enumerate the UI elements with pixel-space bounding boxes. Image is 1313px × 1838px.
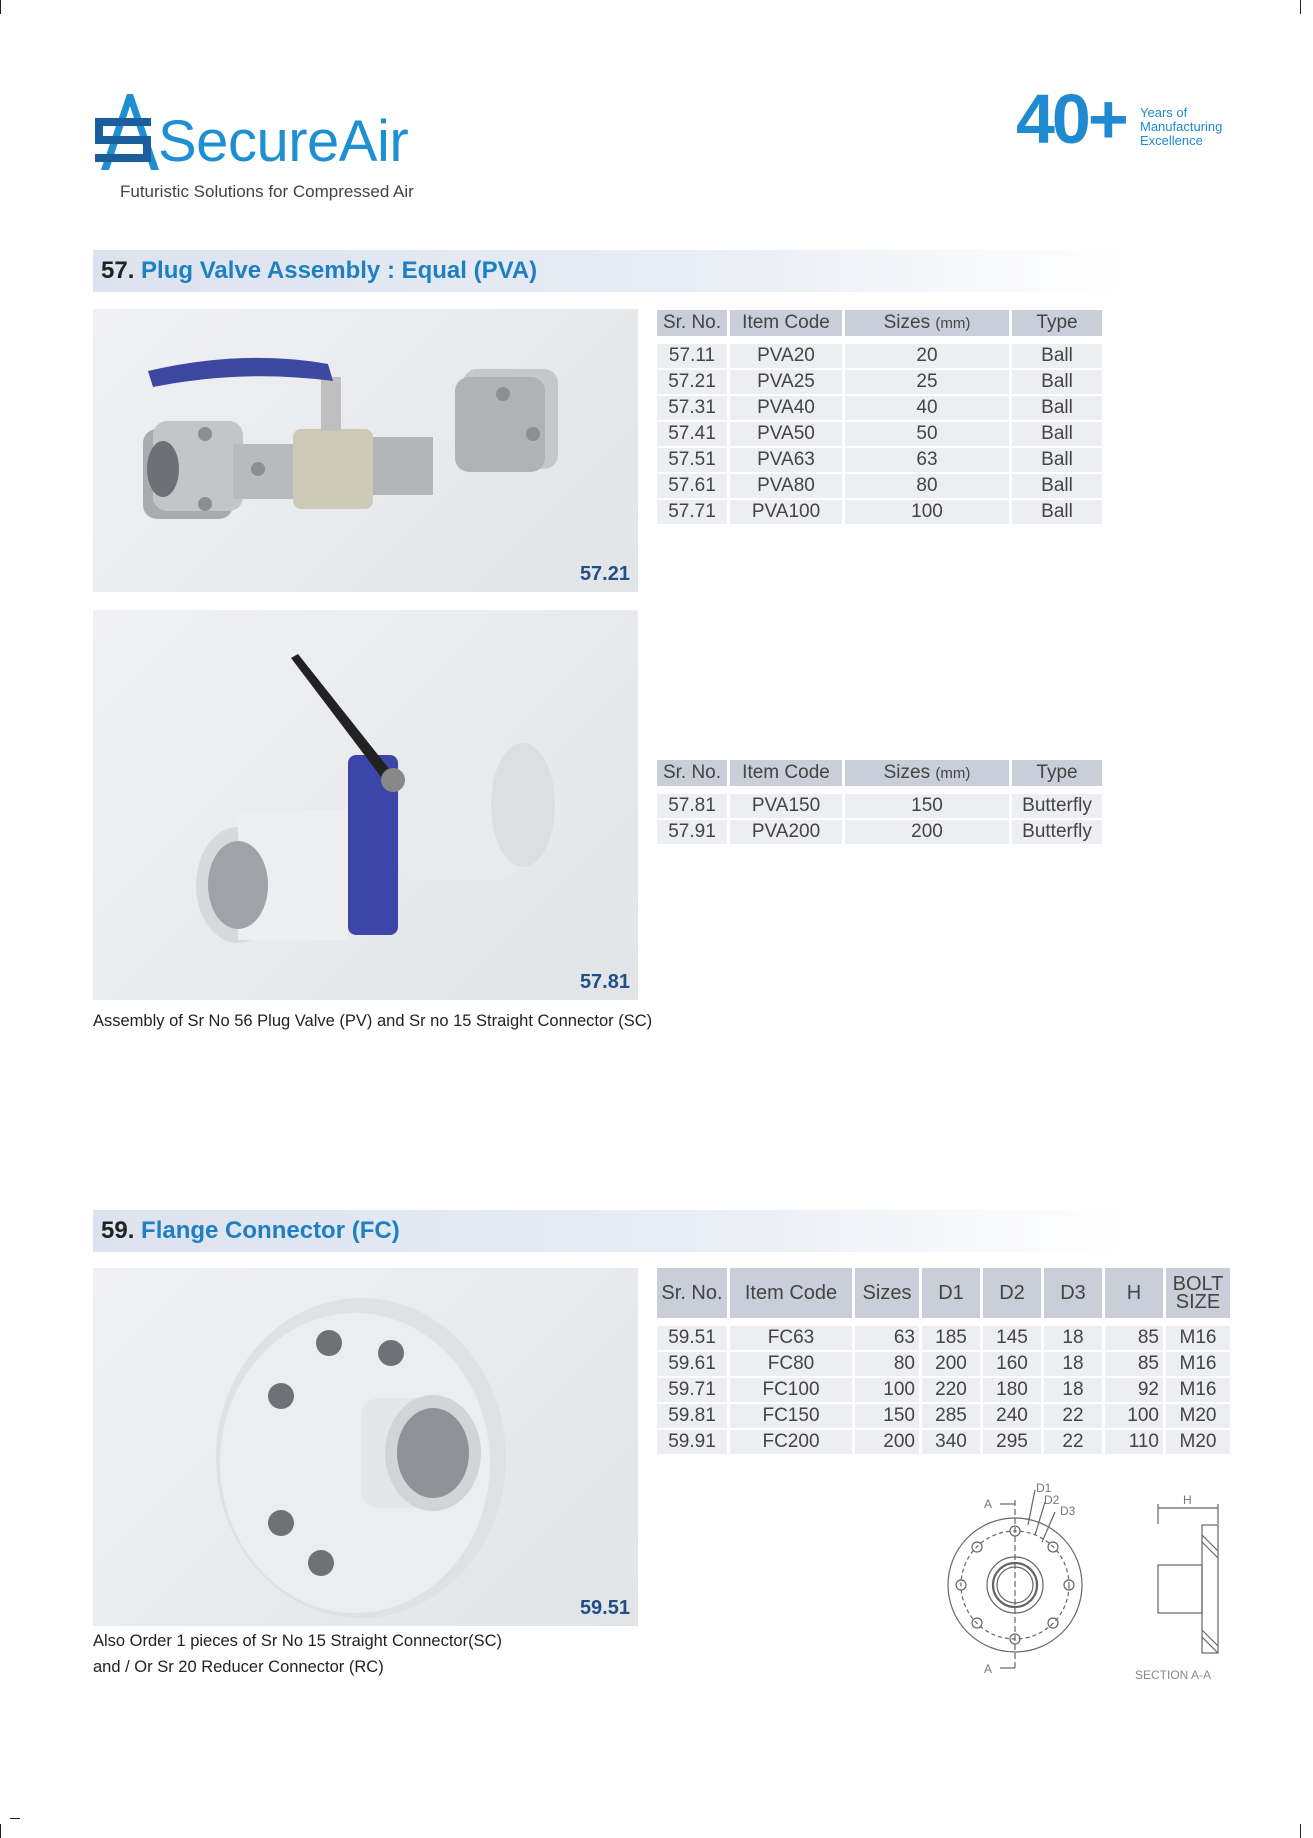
- badge-number: 40+: [1016, 80, 1126, 158]
- table-row: 59.81 FC150 150 285 240 22 100 M20: [657, 1404, 1230, 1428]
- table-row: 57.71 PVA100 100 Ball: [657, 500, 1102, 524]
- table-row: 57.41 PVA50 50 Ball: [657, 422, 1102, 446]
- table-row: 57.81 PVA150 150 Butterfly: [657, 794, 1102, 818]
- product-photo-ball-valve: [93, 309, 638, 592]
- col-sr-no: Sr. No.: [657, 310, 727, 336]
- flange-icon: [93, 1268, 638, 1626]
- pva-butterfly-table: Sr. No. Item Code Sizes (mm) Type 57.81 PVA150 150 Butterfly 57.91 PVA200 200 Butterfly: [654, 758, 1105, 846]
- label-h: H: [1183, 1493, 1192, 1507]
- flange-technical-drawing: [940, 1480, 1230, 1685]
- table-row: 59.61 FC80 80 200 160 18 85 M16: [657, 1352, 1230, 1376]
- butterfly-valve-icon: [93, 610, 638, 1000]
- section-title: Plug Valve Assembly : Equal (PVA): [141, 257, 538, 284]
- brand-name: SecureAir: [158, 109, 409, 174]
- photo-ref-59-51: 59.51: [579, 1597, 630, 1619]
- col-type: Type: [1012, 310, 1102, 336]
- secureair-logo-icon: [93, 92, 163, 172]
- crop-mark: [1300, 0, 1301, 14]
- label-d1: D1: [1036, 1481, 1052, 1495]
- section-number: 57.: [101, 257, 135, 284]
- label-section-a-a: SECTION A-A: [1135, 1668, 1212, 1682]
- section-arrow-a-bottom: A: [984, 1662, 993, 1676]
- order-note: Also Order 1 pieces of Sr No 15 Straight Connector(SC) and / Or Sr 20 Reducer Connector (RC): [93, 1632, 503, 1676]
- pva-ball-table: [654, 308, 1105, 526]
- label-d2: D2: [1044, 1493, 1060, 1507]
- table-row: 57.11 PVA20 20 Ball: [657, 344, 1102, 368]
- crop-mark: [0, 0, 1, 14]
- product-photo-flange: [93, 1268, 638, 1626]
- product-photo-butterfly-valve: [93, 610, 638, 1000]
- col-sizes: Sizes (mm): [845, 310, 1009, 336]
- table-row: 57.91 PVA200 200 Butterfly: [657, 820, 1102, 844]
- photo-ref-57-81: 57.81: [579, 971, 630, 993]
- section-header-57: [93, 250, 1123, 292]
- label-d3: D3: [1060, 1504, 1076, 1518]
- brand-tagline: Futuristic Solutions for Compressed Air: [120, 182, 414, 201]
- crop-mark: [10, 1818, 20, 1819]
- flange-connector-table: Sr. No. Item Code Sizes D1 D2 D3 H BOLT SIZE 59.51 FC63 63 185 145 18 85 M16 59.61 FC80 80 200 160 18 85 M16 59.71 FC100 100 220 180 18 92 M16 59.81 FC150 150 285 240 22 100 M20 59.91 FC200 200 340 295 22 110 M20: [654, 1266, 1233, 1456]
- table-row: 57.51 PVA63 63 Ball: [657, 448, 1102, 472]
- col-item-code: Item Code: [730, 310, 842, 336]
- ball-valve-icon: [93, 309, 638, 592]
- photo-ref-57-21: 57.21: [579, 563, 630, 585]
- section-arrow-a-top: A: [984, 1497, 993, 1511]
- section-header-59: 59. Flange Connector (FC): [93, 1210, 1123, 1252]
- table-row: 59.51 FC63 63 185 145 18 85 M16: [657, 1326, 1230, 1350]
- table-row: 57.21 PVA25 25 Ball: [657, 370, 1102, 394]
- table-row: 59.91 FC200 200 340 295 22 110 M20: [657, 1430, 1230, 1454]
- table-row: 57.61 PVA80 80 Ball: [657, 474, 1102, 498]
- table-row: 59.71 FC100 100 220 180 18 92 M16: [657, 1378, 1230, 1402]
- crop-mark: [1300, 1824, 1301, 1838]
- crop-mark: [0, 1824, 1, 1838]
- table-row: 57.31 PVA40 40 Ball: [657, 396, 1102, 420]
- badge-text: Years of Manufacturing Excellence: [1140, 105, 1223, 148]
- assembly-note: Assembly of Sr No 56 Plug Valve (PV) and Sr no 15 Straight Connector (SC): [93, 1012, 653, 1030]
